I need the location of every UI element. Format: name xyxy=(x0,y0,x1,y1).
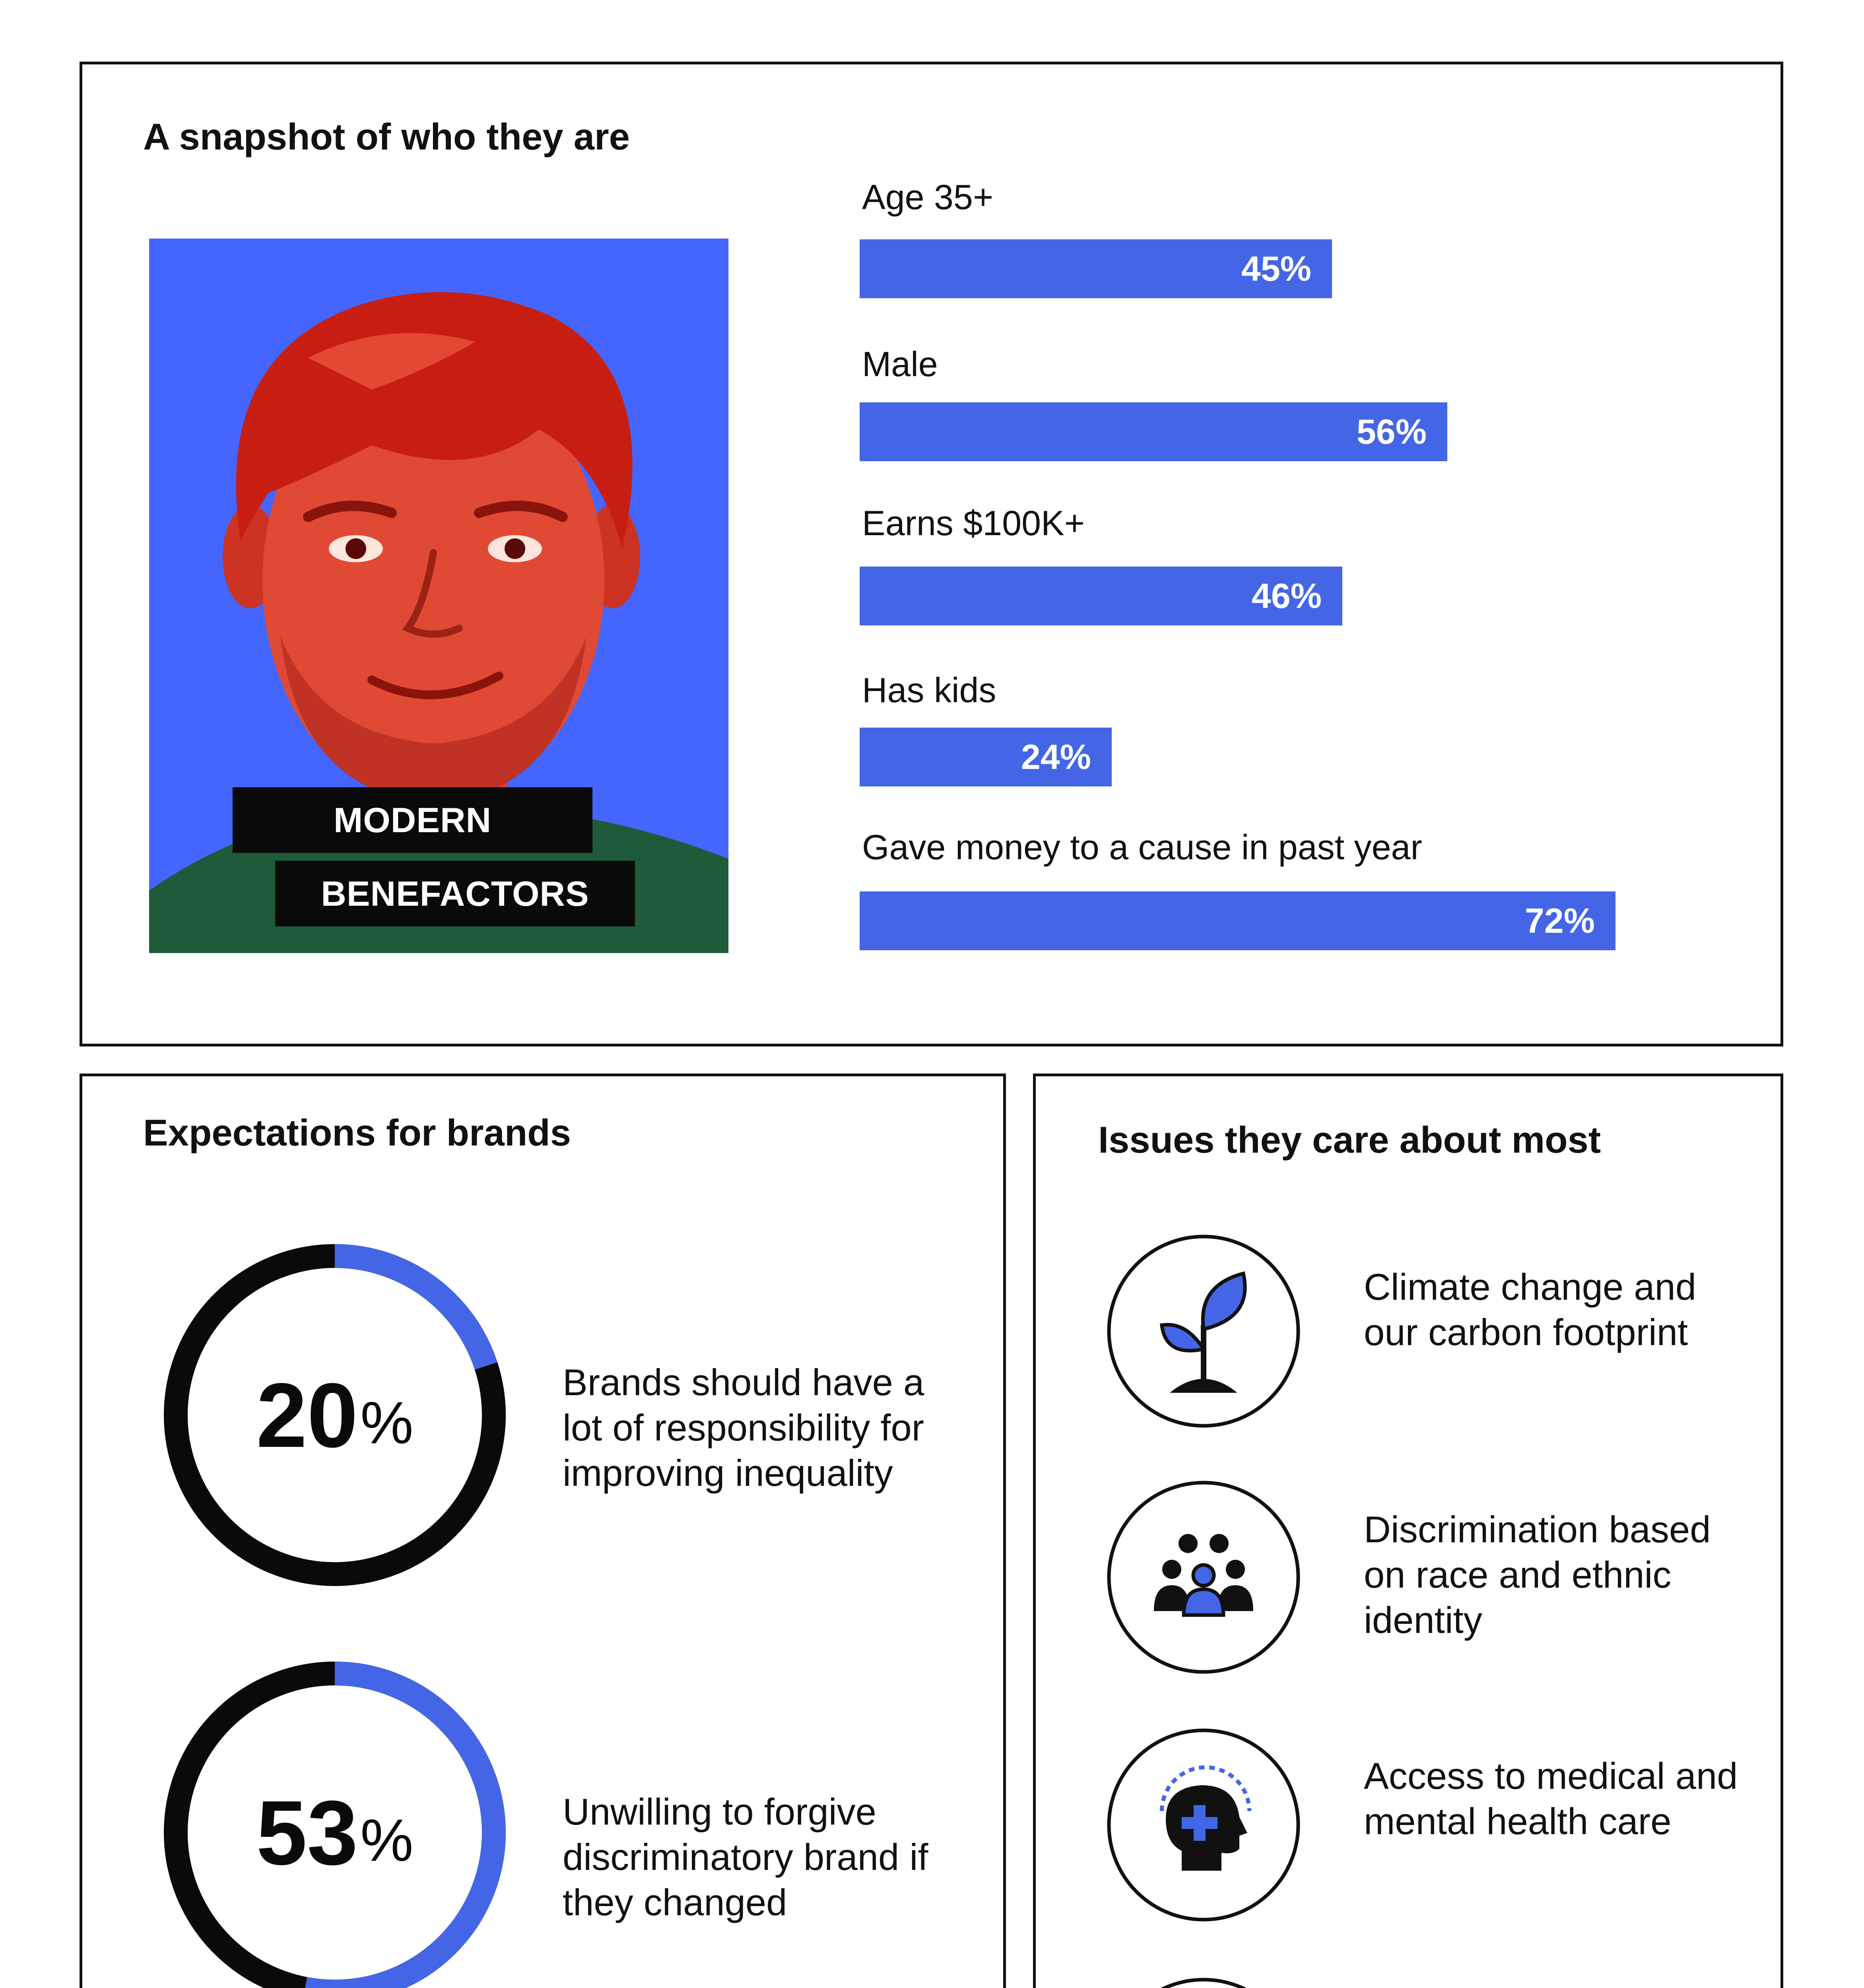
snapshot-title: A snapshot of who they are xyxy=(143,116,630,157)
expectation-text: Brands should have a lot of responsibility for improving inequality xyxy=(563,1361,924,1494)
bar-value-label: 45% xyxy=(1241,249,1311,288)
donut-number: 20 xyxy=(256,1364,358,1466)
bar xyxy=(860,567,1342,625)
vote-stamp-icon xyxy=(1106,1977,1301,1988)
donut-unit: % xyxy=(360,1806,414,1873)
bar-value-label: 24% xyxy=(1021,737,1091,777)
bar xyxy=(860,402,1447,461)
donut-chart xyxy=(160,1658,509,1988)
bar xyxy=(860,728,1112,786)
bar-label: Age 35+ xyxy=(862,177,994,217)
donut-unit: % xyxy=(360,1389,414,1456)
bar-label: Gave money to a cause in past year xyxy=(862,827,1422,867)
bar xyxy=(860,891,1615,950)
bar-value-label: 46% xyxy=(1251,576,1322,615)
plant-sprout-icon xyxy=(1106,1234,1301,1429)
issues-title: Issues they care about most xyxy=(1098,1119,1601,1161)
group-people-icon xyxy=(1106,1480,1301,1675)
bar-label: Has kids xyxy=(862,670,996,710)
portrait-tag-modern: MODERN xyxy=(233,787,592,853)
bar xyxy=(860,239,1332,298)
donut-value xyxy=(160,1658,509,1988)
issue-text-health: Access to medical and mental health care xyxy=(1364,1755,1738,1842)
head-medical-cross-icon xyxy=(1106,1728,1301,1922)
donut-chart xyxy=(160,1241,509,1590)
portrait-tag-benefactors: BENEFACTORS xyxy=(275,861,635,926)
bar-label: Earns $100K+ xyxy=(862,503,1085,543)
bar-value-label: 56% xyxy=(1356,412,1427,451)
donut-value xyxy=(160,1241,509,1590)
expectations-title: Expectations for brands xyxy=(143,1112,571,1153)
issue-text-discrimination: Discrimination based on race and ethnic identity xyxy=(1364,1508,1711,1641)
donut-number: 53 xyxy=(256,1781,358,1884)
expectation-text: Unwilling to forgive discriminatory brand if they changed xyxy=(563,1791,928,1923)
issue-text-climate: Climate change and our carbon footprint xyxy=(1364,1266,1697,1353)
bar-label: Male xyxy=(862,344,938,384)
bar-value-label: 72% xyxy=(1524,901,1595,940)
